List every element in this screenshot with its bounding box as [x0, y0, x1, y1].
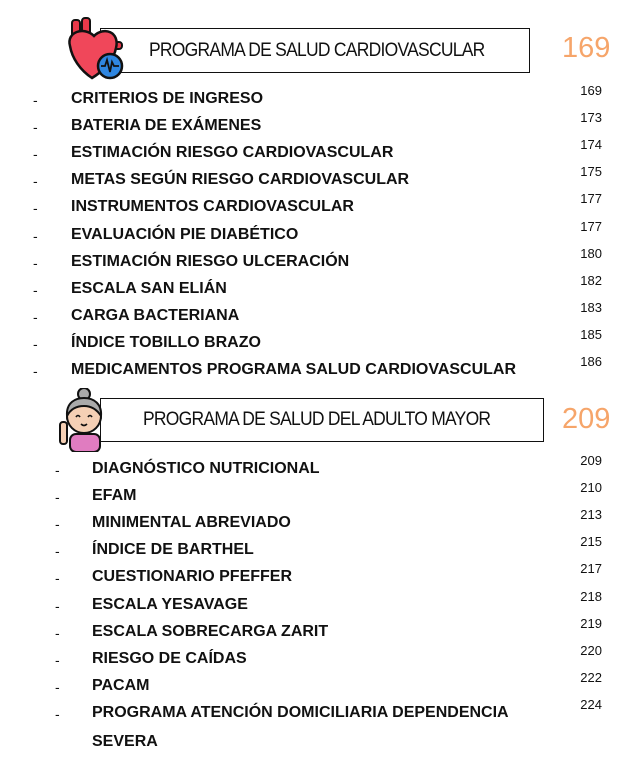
- toc-entry-link[interactable]: DIAGNÓSTICO NUTRICIONAL: [92, 460, 320, 477]
- bullet-dash: -: [55, 651, 60, 668]
- toc-entry-link[interactable]: MINIMENTAL ABREVIADO: [92, 514, 291, 532]
- elderly-woman-icon: [56, 388, 112, 452]
- toc-entry-link[interactable]: EFAM: [92, 487, 137, 505]
- toc-entry-link[interactable]: RIESGO DE CAÍDAS: [92, 649, 247, 667]
- bullet-dash: -: [33, 335, 38, 352]
- toc-entry-link[interactable]: ESTIMACIÓN RIESGO ULCERACIÓN: [71, 252, 350, 270]
- bullet-dash: -: [33, 254, 38, 271]
- bullet-dash: -: [33, 227, 38, 244]
- toc-entry-link[interactable]: CRITERIOS DE INGRESO: [71, 90, 264, 107]
- bullet-dash: -: [55, 462, 60, 478]
- bullet-dash: -: [55, 624, 60, 641]
- toc-entry-link[interactable]: METAS SEGÚN RIESGO CARDIOVASCULAR: [71, 171, 410, 189]
- bullet-dash: -: [55, 489, 60, 506]
- bullet-dash: -: [55, 570, 60, 587]
- toc-entry-page: 175: [580, 164, 602, 180]
- section-header-cardiovascular: [100, 28, 530, 73]
- toc-entry-page: 177: [580, 218, 602, 234]
- toc-entry-page: 215: [580, 534, 602, 550]
- toc-entry-link[interactable]: INSTRUMENTOS CARDIOVASCULAR: [71, 198, 354, 216]
- bullet-dash: -: [33, 281, 38, 298]
- heart-icon: [62, 16, 128, 82]
- section-page-number: 209: [562, 403, 611, 435]
- toc-entry-link[interactable]: ESCALA YESAVAGE: [92, 595, 248, 613]
- section-page-number: 169: [562, 32, 611, 64]
- toc-entry-page: 186: [580, 354, 602, 369]
- list-item-continuation: SEVERA: [92, 733, 158, 750]
- section-header-adulto-mayor: [100, 398, 544, 442]
- section-title: PROGRAMA DE SALUD CARDIOVASCULAR: [149, 39, 485, 61]
- bullet-dash: -: [33, 308, 38, 325]
- toc-entry-link[interactable]: PROGRAMA ATENCIÓN DOMICILIARIA DEPENDENCIA: [92, 703, 509, 721]
- bullet-dash: -: [33, 363, 38, 379]
- bullet-dash: -: [55, 516, 60, 533]
- toc-entry-page: 222: [580, 669, 602, 685]
- bullet-dash: -: [33, 146, 38, 163]
- toc-entry-page: 183: [580, 299, 602, 315]
- toc-entry-link[interactable]: ÍNDICE DE BARTHEL: [92, 541, 254, 559]
- toc-entry-page: 213: [580, 507, 602, 523]
- toc-entry-link[interactable]: BATERIA DE EXÁMENES: [71, 117, 262, 135]
- toc-entry-page: 220: [580, 642, 602, 658]
- bullet-dash: -: [55, 705, 60, 722]
- toc-entry-page: 210: [580, 480, 602, 496]
- bullet-dash: -: [55, 678, 60, 695]
- toc-entry-link[interactable]: CUESTIONARIO PFEFFER: [92, 568, 293, 586]
- toc-entry-page: 182: [580, 272, 602, 288]
- toc-entry-link[interactable]: CARGA BACTERIANA: [71, 306, 240, 324]
- toc-entry-link[interactable]: ÍNDICE TOBILLO BRAZO: [71, 333, 261, 351]
- toc-entry-page: 174: [580, 137, 602, 153]
- toc-entry-link[interactable]: ESTIMACIÓN RIESGO CARDIOVASCULAR: [71, 144, 394, 162]
- toc-entry-page: 209: [580, 453, 602, 468]
- toc-entry-page: 217: [580, 561, 602, 577]
- toc-entry-link[interactable]: PACAM: [92, 676, 150, 694]
- toc-entry-page: 169: [580, 83, 602, 98]
- bullet-dash: -: [33, 119, 38, 136]
- toc-entry-link[interactable]: ESCALA SOBRECARGA ZARIT: [92, 622, 329, 640]
- bullet-dash: -: [33, 200, 38, 217]
- toc-entry-page: 219: [580, 615, 602, 631]
- bullet-dash: -: [33, 173, 38, 190]
- toc-entry-page: 177: [580, 191, 602, 207]
- toc-entry-page: 218: [580, 588, 602, 604]
- toc-entry-page: 173: [580, 110, 602, 126]
- toc-entry-page: 224: [580, 696, 602, 712]
- bullet-dash: -: [33, 92, 38, 108]
- toc-entry-link[interactable]: MEDICAMENTOS PROGRAMA SALUD CARDIOVASCULAR: [71, 361, 517, 378]
- toc-entry-link[interactable]: EVALUACIÓN PIE DIABÉTICO: [71, 225, 299, 243]
- toc-entry-link[interactable]: ESCALA SAN ELIÁN: [71, 279, 227, 297]
- section-title: PROGRAMA DE SALUD DEL ADULTO MAYOR: [143, 409, 491, 430]
- toc-entry-page: 185: [580, 326, 602, 342]
- bullet-dash: -: [55, 543, 60, 560]
- toc-entry-page: 180: [580, 245, 602, 261]
- bullet-dash: -: [55, 597, 60, 614]
